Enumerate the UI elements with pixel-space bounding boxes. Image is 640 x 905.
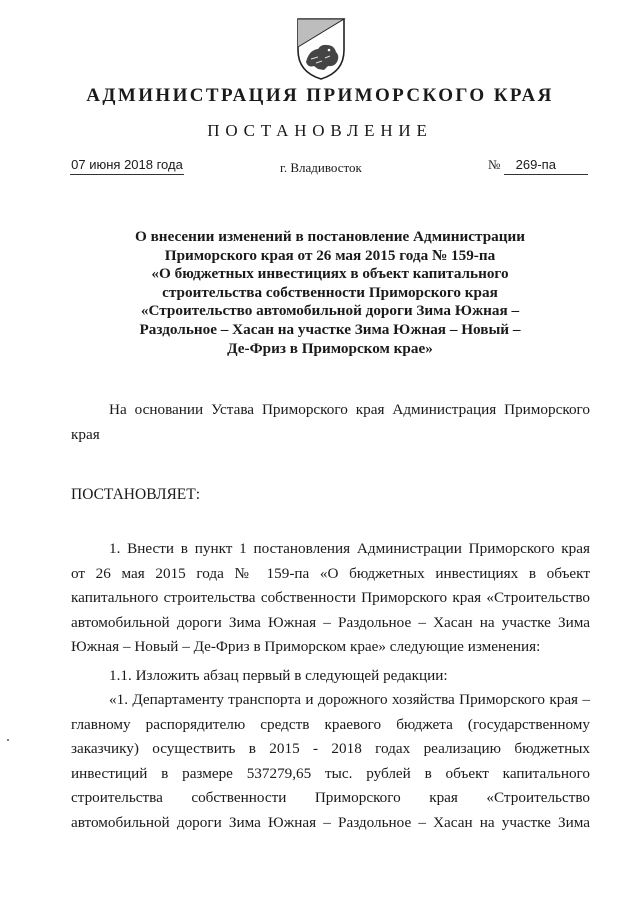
quote-line: автомобильной дороги Зима Южная – Раздольное – Хасан на участке Зима <box>71 813 590 831</box>
quoted-paragraph <box>71 688 590 835</box>
item-1-1-paragraph <box>71 664 590 689</box>
subject-line: Де-Фриз в Приморском крае» <box>227 339 433 357</box>
number-prefix: № <box>488 157 501 172</box>
item-1-line: автомобильной дороги Зима Южная – Раздольное – Хасан на участке Зима <box>71 613 590 631</box>
primorsky-krai-coat-of-arms-icon <box>294 16 348 82</box>
basis-line: На основании Устава Приморского края Администрация Приморского <box>109 401 590 418</box>
resolve-heading: ПОСТАНОВЛЯЕТ: <box>71 486 201 503</box>
item-1-line: Южная – Новый – Де-Фриз в Приморском крае» следующие изменения: <box>71 638 541 655</box>
subject-line: Приморского края от 26 мая 2015 года № 159-па <box>164 246 496 264</box>
subject-line: О внесении изменений в постановление Администрации <box>135 228 525 245</box>
document-city: г. Владивосток <box>280 160 362 175</box>
subject-line: «О бюджетных инвестициях в объект капитального <box>151 265 509 283</box>
document-subject <box>100 228 560 358</box>
quote-line: инвестиций в размере 537279,65 тыс. рублей в объект капитального <box>71 764 590 782</box>
document-number-block <box>488 157 588 175</box>
basis-line: края <box>71 425 100 443</box>
subject-line: Раздольное – Хасан на участке Зима Южная – Новый – <box>139 320 521 338</box>
quote-line: строительства собственности Приморского края «Строительство <box>71 789 590 806</box>
quote-line: главному распорядителю средств краевого бюджета (государственному <box>71 715 590 733</box>
subject-line: «Строительство автомобильной дороги Зима Южная – <box>140 302 520 320</box>
margin-mark <box>7 739 9 741</box>
item-1-paragraph <box>71 537 590 660</box>
document-type: ПОСТАНОВЛЕНИЕ <box>207 121 433 140</box>
quote-line: «1. Департаменту транспорта и дорожного хозяйства Приморского края – <box>109 691 590 708</box>
quote-line: заказчику) осуществить в 2015 - 2018 годах реализацию бюджетных <box>71 740 590 757</box>
basis-paragraph <box>71 398 590 447</box>
organization-title: АДМИНИСТРАЦИЯ ПРИМОРСКОГО КРАЯ <box>86 85 554 106</box>
item-1-line: от 26 мая 2015 года № 159-па «О бюджетных инвестициях в объект <box>71 564 590 582</box>
item-1-1-line: 1.1. Изложить абзац первый в следующей редакции: <box>109 667 448 684</box>
document-date: 07 июня 2018 года <box>70 157 184 175</box>
subject-line: строительства собственности Приморского края <box>162 283 498 301</box>
item-1-line: капитального строительства собственности Приморского края «Строительство <box>71 589 590 606</box>
document-number: 269-па <box>504 157 588 175</box>
item-1-line: 1. Внести в пункт 1 постановления Администрации Приморского края <box>109 540 590 557</box>
